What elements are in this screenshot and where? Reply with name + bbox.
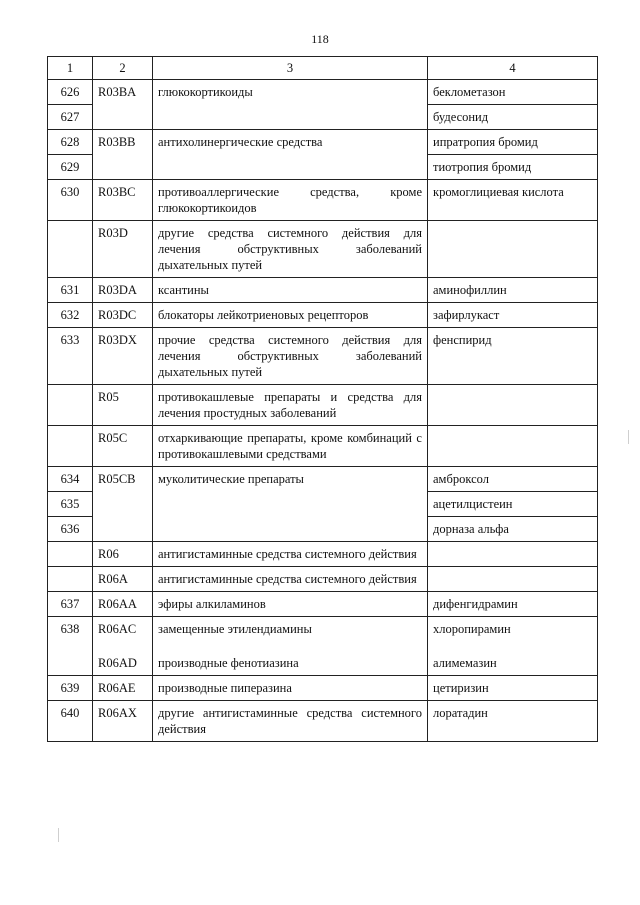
drug-name: лоратадин <box>428 701 598 742</box>
row-number: 640 <box>48 701 93 742</box>
row-number: 627 <box>48 105 93 130</box>
drug-name: амброксол <box>428 467 598 492</box>
table-row <box>48 567 598 592</box>
group-description: блокаторы лейкотриеновых рецепторов <box>153 303 428 328</box>
group-description: противоаллергические средства, кроме глюкокортикоидов <box>153 180 428 221</box>
table-row <box>48 328 598 385</box>
table-row <box>48 130 598 155</box>
table-row <box>48 180 598 221</box>
atc-code: R06AE <box>93 676 153 701</box>
row-number: 630 <box>48 180 93 221</box>
row-number: 637 <box>48 592 93 617</box>
row-number: 633 <box>48 328 93 385</box>
row-number: 629 <box>48 155 93 180</box>
drug-name <box>428 385 598 426</box>
column-header-4: 4 <box>428 57 598 80</box>
group-description: отхаркивающие препараты, кроме комбинаций с противокашлевыми средствами <box>153 426 428 467</box>
table-row <box>48 221 598 278</box>
row-number <box>48 542 93 567</box>
drug-name: дорназа альфа <box>428 517 598 542</box>
drug-name: цетиризин <box>428 676 598 701</box>
atc-code: R05CB <box>93 467 153 542</box>
atc-code: R05C <box>93 426 153 467</box>
drug-name: зафирлукаст <box>428 303 598 328</box>
drug-name: тиотропия бромид <box>428 155 598 180</box>
table-row <box>48 385 598 426</box>
row-number: 634 <box>48 467 93 492</box>
table-row <box>48 278 598 303</box>
group-description: прочие средства системного действия для лечения обструктивных заболеваний дыхательных путей <box>153 328 428 385</box>
row-number: 632 <box>48 303 93 328</box>
table-header-row <box>48 57 598 80</box>
group-description: ксантины <box>153 278 428 303</box>
group-description: эфиры алкиламинов <box>153 592 428 617</box>
row-number: 631 <box>48 278 93 303</box>
drug-name: дифенгидрамин <box>428 592 598 617</box>
group-description: антигистаминные средства системного действия <box>153 542 428 567</box>
drug-name: кромоглициевая кислота <box>428 180 598 221</box>
atc-code-cell <box>93 617 153 676</box>
atc-code: R06AC <box>98 622 137 636</box>
column-header-3: 3 <box>153 57 428 80</box>
drug-name: аминофиллин <box>428 278 598 303</box>
atc-code: R06AX <box>93 701 153 742</box>
drug-name: хлоропирамин <box>433 622 511 636</box>
atc-code: R06AA <box>93 592 153 617</box>
group-description: другие средства системного действия для лечения обструктивных заболеваний дыхательных путей <box>153 221 428 278</box>
column-header-1: 1 <box>48 57 93 80</box>
row-number: 639 <box>48 676 93 701</box>
group-description: другие антигистаминные средства системного действия <box>153 701 428 742</box>
atc-code-secondary: R06AD <box>98 656 137 670</box>
row-number: 635 <box>48 492 93 517</box>
drug-name-cell <box>428 617 598 676</box>
group-description: производные пиперазина <box>153 676 428 701</box>
drug-name: фенспирид <box>428 328 598 385</box>
row-number <box>48 426 93 467</box>
row-number: 636 <box>48 517 93 542</box>
group-description: противокашлевые препараты и средства для лечения простудных заболеваний <box>153 385 428 426</box>
table-row <box>48 303 598 328</box>
row-number <box>48 221 93 278</box>
table-row <box>48 592 598 617</box>
group-description: глюкокортикоиды <box>153 80 428 130</box>
drug-name <box>428 426 598 467</box>
table-row <box>48 542 598 567</box>
atc-code: R03BC <box>93 180 153 221</box>
table-row <box>48 80 598 105</box>
page-number: 118 <box>311 32 329 46</box>
scan-artifact-line <box>628 430 629 444</box>
atc-code: R03DA <box>93 278 153 303</box>
group-description: антигистаминные средства системного действия <box>153 567 428 592</box>
table-row <box>48 467 598 492</box>
table-row <box>48 426 598 467</box>
atc-code: R06A <box>93 567 153 592</box>
row-number: 638 <box>48 617 93 676</box>
drug-name-secondary: алимемазин <box>433 656 497 670</box>
drug-name: ипратропия бромид <box>428 130 598 155</box>
drug-name: беклометазон <box>428 80 598 105</box>
scan-artifact-line <box>58 828 59 842</box>
atc-code: R03DX <box>93 328 153 385</box>
atc-code: R03BB <box>93 130 153 180</box>
table-row <box>48 701 598 742</box>
group-description: замещенные этилендиамины <box>158 622 312 636</box>
row-number <box>48 385 93 426</box>
atc-code: R03BA <box>93 80 153 130</box>
drug-name <box>428 542 598 567</box>
drug-name: ацетилцистеин <box>428 492 598 517</box>
drug-classification-table <box>47 56 598 742</box>
column-header-2: 2 <box>93 57 153 80</box>
atc-code: R05 <box>93 385 153 426</box>
drug-name: будесонид <box>428 105 598 130</box>
group-description-cell <box>153 617 428 676</box>
table-row <box>48 617 598 676</box>
drug-name <box>428 567 598 592</box>
row-number: 626 <box>48 80 93 105</box>
drug-name <box>428 221 598 278</box>
atc-code: R06 <box>93 542 153 567</box>
group-description-secondary: производные фенотиазина <box>158 656 299 670</box>
atc-code: R03D <box>93 221 153 278</box>
row-number <box>48 567 93 592</box>
table-row <box>48 676 598 701</box>
row-number: 628 <box>48 130 93 155</box>
atc-code: R03DC <box>93 303 153 328</box>
group-description: антихолинергические средства <box>153 130 428 180</box>
group-description: муколитические препараты <box>153 467 428 542</box>
